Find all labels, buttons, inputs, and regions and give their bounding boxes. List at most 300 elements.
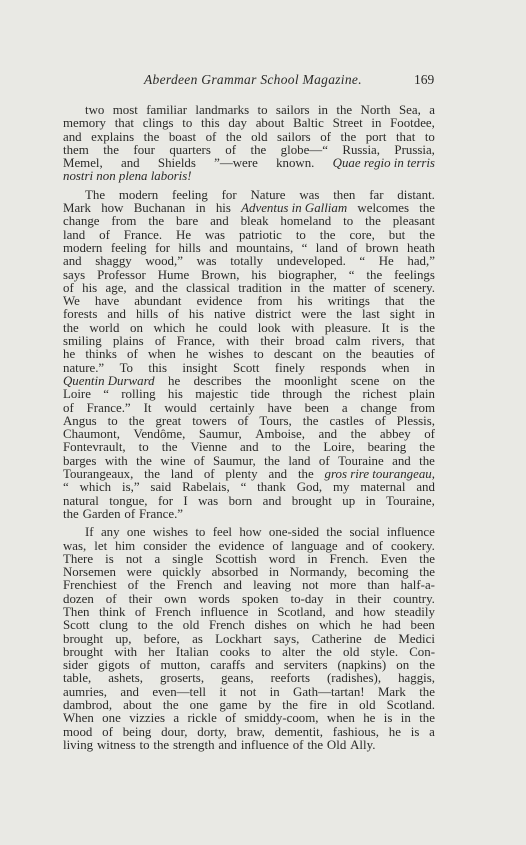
word: Ally. [350, 737, 376, 752]
word: and [345, 538, 365, 553]
word: bare [176, 214, 199, 229]
word: patriotic [238, 227, 282, 242]
text-line [63, 388, 435, 401]
text-line [63, 579, 435, 592]
word: quarters [169, 142, 211, 157]
word: certainly [209, 400, 255, 415]
word: that [114, 116, 135, 131]
word: of [99, 227, 110, 242]
word: port [365, 129, 387, 144]
word: and [63, 254, 82, 269]
word: thank [257, 480, 286, 495]
word: change [360, 400, 398, 415]
word: of [105, 591, 117, 606]
word: country. [393, 591, 435, 606]
word: one-sided [268, 525, 320, 540]
text-line [63, 295, 435, 308]
text-line [63, 659, 435, 672]
word: world [89, 320, 120, 335]
word: great [155, 413, 182, 428]
word: describes [193, 373, 242, 388]
word: had [382, 618, 401, 633]
word: of [237, 413, 249, 428]
word: I [183, 493, 188, 508]
word: bleak [240, 214, 269, 229]
word: which [153, 320, 186, 335]
word: barges [63, 453, 97, 468]
word: Vienne [190, 440, 227, 455]
word: forests [63, 307, 98, 322]
word: He [176, 227, 192, 242]
word: up [342, 493, 356, 508]
word: of [134, 604, 146, 619]
word: says [63, 267, 86, 282]
word: his [251, 267, 267, 282]
word: dambrod, [63, 698, 113, 713]
word: beauties [371, 347, 414, 362]
word: nature.” [63, 360, 105, 375]
word: braw, [236, 724, 265, 739]
word: broad [295, 334, 325, 349]
word: the [319, 227, 336, 242]
word: land [63, 227, 86, 242]
word: dozen [63, 591, 94, 606]
word: this [148, 360, 168, 375]
word: and [210, 214, 229, 229]
word: a [429, 724, 435, 739]
word: “ [359, 254, 366, 269]
word: of [372, 538, 383, 553]
word: Tourangeaux, [63, 467, 134, 482]
word: and [209, 240, 228, 255]
word: pleasure. [324, 320, 371, 335]
word: tradition [238, 280, 282, 295]
word: land [315, 240, 338, 255]
word: richest [362, 387, 397, 402]
word: said [150, 480, 172, 495]
word: far [369, 187, 384, 202]
word: the [316, 644, 332, 659]
word: on [130, 320, 143, 335]
word: Garden [82, 506, 121, 521]
word: haggis, [398, 671, 435, 686]
word: he [168, 373, 181, 388]
word: Hume [157, 267, 190, 282]
word: towers [192, 413, 227, 428]
word: the [419, 658, 435, 673]
word: the [162, 698, 179, 713]
text-line [63, 540, 435, 553]
word: French [176, 578, 213, 593]
word: in [317, 103, 328, 117]
word: then [333, 187, 356, 202]
word: tide [250, 387, 270, 402]
word: Old [326, 737, 347, 752]
word: insight [182, 360, 218, 375]
word: social [349, 525, 380, 540]
word: plain [409, 387, 435, 402]
word: France. [123, 227, 163, 242]
text-line [63, 131, 435, 144]
word: the [336, 307, 352, 322]
word: hills [178, 240, 201, 255]
word: says, [273, 631, 300, 646]
word: rolling [121, 387, 156, 402]
word: through [282, 387, 323, 402]
word: of [63, 280, 74, 295]
word: wishes [208, 347, 244, 362]
word: the [326, 525, 343, 540]
word: Saumur, [212, 453, 256, 468]
word: France, [176, 334, 216, 349]
word: aumries, [63, 684, 108, 699]
word: in [195, 201, 206, 216]
word: the [282, 698, 298, 713]
word: of [154, 334, 166, 349]
word: wood,” [145, 254, 183, 269]
text-line [63, 335, 435, 348]
text-line [63, 117, 435, 130]
word: sight [389, 307, 415, 322]
word: in [257, 604, 268, 619]
word: feeling [172, 187, 208, 202]
word: them [63, 142, 89, 157]
text-line [63, 455, 435, 468]
word: a [173, 711, 180, 726]
word: (napkins) [337, 658, 387, 673]
word: any [100, 525, 120, 540]
word: pleasant [392, 214, 435, 229]
word: to [295, 227, 306, 242]
word: and [268, 467, 288, 482]
word: France.” [139, 506, 184, 521]
word: calm [335, 334, 361, 349]
text-line [63, 202, 435, 215]
word: of [203, 467, 215, 482]
word: of [292, 737, 304, 752]
word: responds [320, 360, 367, 375]
word: of [374, 413, 386, 428]
word: Buchanan [133, 201, 186, 216]
word: the [225, 129, 242, 144]
word: smiddy-coom, [244, 711, 319, 726]
word: rivers, [371, 334, 405, 349]
word: he [63, 347, 76, 362]
word: serviters [283, 658, 328, 673]
word: modern [118, 187, 159, 202]
text-line [63, 726, 435, 739]
word: old [182, 618, 200, 633]
word: scenery. [393, 280, 435, 295]
word: of [205, 129, 217, 144]
word: the [350, 427, 367, 442]
word: French [209, 618, 245, 633]
word: the [419, 440, 435, 455]
word: strength [173, 737, 215, 752]
word: familiar [146, 103, 188, 117]
word: “ [103, 387, 109, 402]
word: to-day [290, 591, 324, 606]
word: homeland [280, 214, 332, 229]
word: his [167, 387, 183, 402]
text-line [63, 144, 435, 157]
page-header [0, 72, 526, 90]
word: groserts, [160, 671, 205, 686]
word: of [139, 658, 151, 673]
word: have [267, 400, 292, 415]
word: thinks [85, 347, 117, 362]
word: Street [332, 116, 363, 131]
word: and [63, 129, 82, 144]
word: the [308, 280, 325, 295]
word: Medici [398, 631, 435, 646]
word: the [334, 387, 351, 402]
word: the [103, 142, 119, 157]
word: moonlight [284, 373, 338, 388]
word: spoken [241, 591, 279, 606]
word: brought [63, 644, 104, 659]
word: influence [240, 737, 289, 752]
word: undeveloped. [276, 254, 346, 269]
text-line [63, 672, 435, 685]
word: been [410, 618, 435, 633]
word: for [157, 493, 173, 508]
text-line [63, 508, 435, 521]
word: and [392, 453, 411, 468]
text-line [63, 526, 435, 539]
word: Footdee, [390, 116, 435, 131]
word: French [155, 604, 191, 619]
text-line [63, 282, 435, 295]
word: language [291, 538, 338, 553]
word: Prussia, [394, 142, 435, 157]
word: Scottish [215, 551, 257, 566]
word: is,” [122, 480, 140, 495]
word: him [115, 538, 136, 553]
word: the [419, 294, 435, 309]
word: witness [96, 737, 136, 752]
word: to [253, 347, 264, 362]
word: of [225, 711, 236, 726]
word: globe—“ [280, 142, 328, 157]
word: Chaumont, [63, 427, 120, 442]
word: his [188, 307, 204, 322]
word: in [424, 360, 435, 375]
word: to [195, 525, 206, 540]
word: Nature [250, 187, 286, 202]
word: natural [63, 493, 99, 508]
word: of [124, 506, 136, 521]
word: on [322, 347, 336, 362]
word: of [127, 347, 138, 362]
word: God, [296, 480, 323, 495]
word: were [126, 565, 152, 580]
word: would [164, 400, 197, 415]
word: game [219, 698, 248, 713]
word: of [193, 453, 205, 468]
word: table, [63, 671, 92, 686]
paragraph-3 [63, 526, 435, 752]
word: the [149, 578, 166, 593]
word: with [226, 334, 250, 349]
word: We [63, 294, 80, 309]
word: Adventus in Galliam [241, 201, 348, 216]
word: of [320, 129, 331, 144]
running-title: Aberdeen Grammar School Magazine. [144, 72, 362, 87]
word: Rabelais, [182, 480, 230, 495]
word: up, [115, 631, 132, 646]
word: to [260, 644, 272, 659]
word: boast [168, 129, 197, 144]
word: clung [99, 618, 128, 633]
word: is [410, 724, 420, 739]
word: “ [240, 480, 247, 495]
word: change [63, 214, 100, 229]
word: Saumur, [198, 427, 242, 442]
word: Lockhart [215, 631, 262, 646]
word: To [119, 360, 133, 375]
word: was [299, 187, 320, 202]
word: Con- [409, 644, 435, 659]
word: by [258, 698, 272, 713]
word: were [301, 307, 327, 322]
word: old [342, 644, 360, 659]
word: in [338, 698, 349, 713]
word: core, [349, 227, 375, 242]
word: think [98, 604, 126, 619]
word: wishes [152, 525, 188, 540]
word: a [429, 103, 435, 117]
word: he [388, 724, 401, 739]
word: mutton, [160, 658, 201, 673]
word: sider [63, 658, 89, 673]
word: his [297, 294, 313, 309]
word: caraffs [210, 658, 246, 673]
word: Scotland, [277, 604, 326, 619]
word: how [101, 201, 124, 216]
word: and [223, 578, 242, 593]
word: in [307, 551, 318, 566]
word: their [357, 591, 382, 606]
word: to [182, 116, 193, 131]
word: about [255, 116, 285, 131]
word: in [371, 116, 382, 131]
word: of [424, 427, 435, 442]
word: of [374, 280, 385, 295]
word: maternal [360, 480, 406, 495]
word: majestic [195, 387, 239, 402]
word: to [424, 129, 435, 144]
word: The [85, 187, 106, 202]
word: the [162, 280, 178, 295]
word: distant. [397, 187, 435, 202]
word: to [138, 440, 149, 455]
word: old [359, 698, 376, 713]
word: classical [186, 280, 230, 295]
text-line [63, 428, 435, 441]
word: the [302, 413, 319, 428]
word: Scott [232, 360, 260, 375]
word: with [291, 320, 315, 335]
word: land [170, 467, 193, 482]
word: feeling [110, 240, 147, 255]
word: He [378, 254, 394, 269]
word: Loire, [323, 440, 355, 455]
word: when [147, 347, 176, 362]
word: de [373, 631, 387, 646]
word: Catherine [311, 631, 362, 646]
word: the [194, 538, 211, 553]
word: welcomes [357, 201, 409, 216]
text-line [63, 699, 435, 712]
word: fire [309, 698, 327, 713]
word: in [290, 280, 301, 295]
word: to [107, 413, 118, 428]
word: day [228, 116, 247, 131]
word: evidence [218, 538, 265, 553]
word: ”—were [214, 156, 258, 171]
word: on [396, 658, 410, 673]
word: of [424, 347, 435, 362]
word: was [196, 254, 217, 269]
word: not [125, 551, 143, 566]
word: gigots [98, 658, 130, 673]
word: the [161, 440, 178, 455]
word: words [198, 591, 230, 606]
word: the [345, 347, 362, 362]
word: Mark [63, 201, 91, 216]
text-line [63, 157, 435, 170]
word: wine [160, 453, 186, 468]
text-line [63, 495, 435, 508]
word: consider [143, 538, 187, 553]
word: her [148, 644, 165, 659]
word: reeforts [270, 671, 311, 686]
word: dementit, [274, 724, 323, 739]
word: hills [135, 307, 159, 322]
word: when [381, 360, 410, 375]
text-line [63, 229, 435, 242]
word: the [340, 129, 357, 144]
word: vizzies [129, 711, 165, 726]
page-number: 169 [414, 72, 435, 87]
word: French. [329, 551, 369, 566]
word: and [135, 280, 154, 295]
word: the [419, 711, 435, 726]
word: Even [380, 551, 408, 566]
word: There [63, 551, 94, 566]
word: Tours, [259, 413, 292, 428]
word: quickly [162, 565, 202, 580]
word: totally [230, 254, 264, 269]
word: was [198, 493, 219, 508]
text-line [63, 104, 435, 117]
word: style. [370, 644, 399, 659]
word: in [268, 565, 279, 580]
word: born [228, 493, 253, 508]
word: but [388, 227, 406, 242]
word: his [215, 201, 231, 216]
word: North [360, 103, 391, 117]
word: mountains, [236, 240, 294, 255]
word: on [296, 618, 310, 633]
word: the [419, 565, 435, 580]
text-line [63, 269, 435, 282]
word: brought [291, 493, 332, 508]
word: from [111, 214, 137, 229]
word: Mark [377, 684, 406, 699]
word: the [419, 373, 435, 388]
